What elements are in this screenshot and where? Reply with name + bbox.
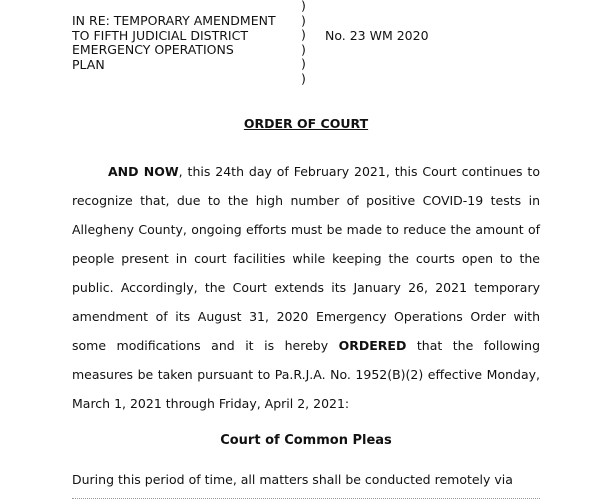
caption-line: EMERGENCY OPERATIONS xyxy=(72,42,234,57)
caption-paren: ) xyxy=(301,41,306,57)
body-text: that the following measures be taken pursuant to Pa.R.J.A. No. 1952(B)(2) effective Monday, March 1, 2021 through Friday, April 2, 2021: xyxy=(72,338,540,411)
section-heading: Court of Common Pleas xyxy=(220,433,392,448)
section-paragraph: During this period of time, all matters shall be conducted remotely via xyxy=(72,472,513,487)
body-text: , this 24th day of February 2021, this Court continues to recognize that, due to the high number of positive COVID-19 tests in Allegheny County, ongoing efforts must be made to reduce the amount of people present in court facilities while keeping the courts open to the public. Accordingly, the Court extends its January 26, 2021 temporary amendment of its August 31, 2020 Emergency Operations Order with some modifications and it is hereby xyxy=(72,164,540,353)
case-caption xyxy=(72,14,276,72)
caption-paren: ) xyxy=(301,56,306,71)
caption-paren: ) xyxy=(301,27,306,42)
order-title: ORDER OF COURT xyxy=(243,116,369,131)
docket-number: No. 23 WM 2020 xyxy=(325,28,429,43)
caption-paren: ) xyxy=(301,70,306,86)
truncated-text-line xyxy=(72,492,540,500)
caption-line: TO FIFTH JUDICIAL DISTRICT xyxy=(72,27,248,43)
caption-paren-column xyxy=(301,0,306,86)
caption-line: PLAN xyxy=(72,56,105,72)
caption-paren: ) xyxy=(301,12,306,28)
caption-paren: ) xyxy=(301,0,306,13)
lead-bold: AND NOW xyxy=(108,164,179,179)
ordered-bold: ORDERED xyxy=(338,338,407,353)
order-body-paragraph xyxy=(72,157,540,418)
caption-line: IN RE: TEMPORARY AMENDMENT xyxy=(72,13,276,28)
